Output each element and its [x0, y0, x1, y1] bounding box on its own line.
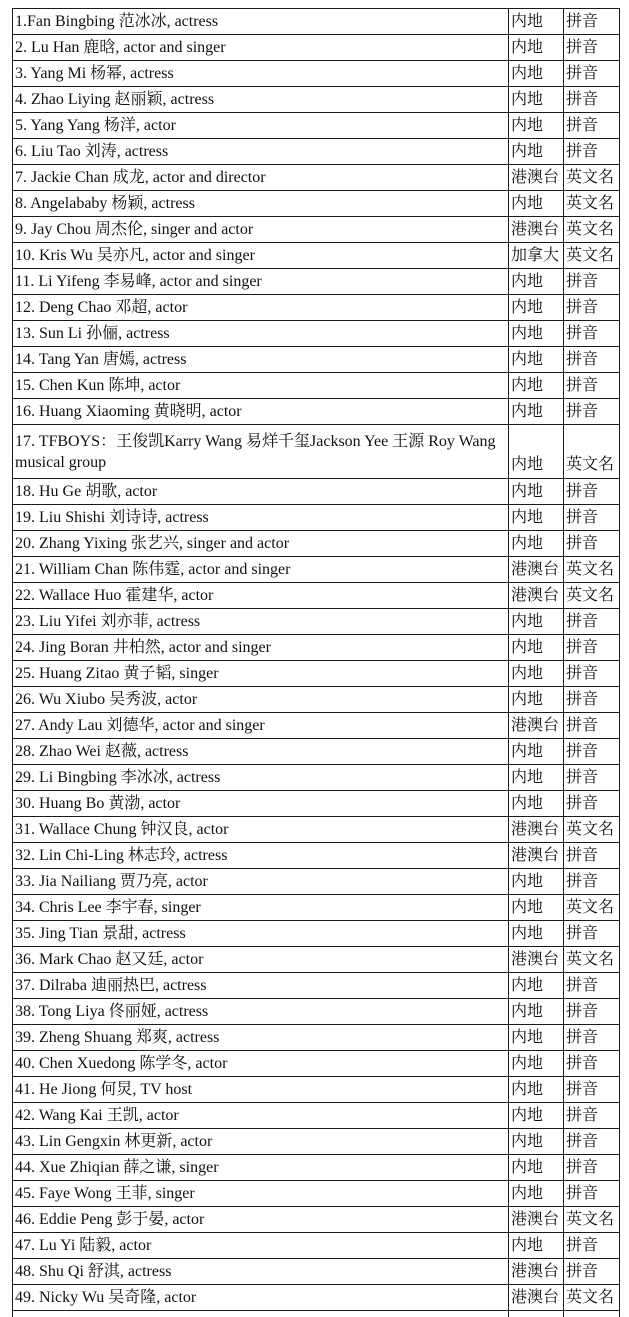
name-cell: 45. Faye Wong 王菲, singer	[13, 1181, 509, 1207]
table-row	[13, 425, 620, 479]
name-type-cell: 拼音	[564, 295, 620, 321]
name-cell: 14. Tang Yan 唐嫣, actress	[13, 347, 509, 373]
name-type-cell: 英文名	[564, 425, 620, 479]
table-row	[13, 139, 620, 165]
name-cell: 39. Zheng Shuang 郑爽, actress	[13, 1025, 509, 1051]
region-cell: 港澳台	[509, 1259, 564, 1285]
region-cell: 内地	[509, 505, 564, 531]
table-row	[13, 609, 620, 635]
region-cell: 港澳台	[509, 713, 564, 739]
name-type-cell: 拼音	[564, 1233, 620, 1259]
name-cell: 35. Jing Tian 景甜, actress	[13, 921, 509, 947]
name-cell: 27. Andy Lau 刘德华, actor and singer	[13, 713, 509, 739]
region-cell: 内地	[509, 35, 564, 61]
table-row	[13, 347, 620, 373]
name-cell: 43. Lin Gengxin 林更新, actor	[13, 1129, 509, 1155]
name-cell: 7. Jackie Chan 成龙, actor and director	[13, 165, 509, 191]
name-type-cell: 拼音	[564, 113, 620, 139]
name-cell: 33. Jia Nailiang 贾乃亮, actor	[13, 869, 509, 895]
name-cell: 19. Liu Shishi 刘诗诗, actress	[13, 505, 509, 531]
name-type-cell: 拼音	[564, 765, 620, 791]
table-row	[13, 191, 620, 217]
region-cell: 内地	[509, 191, 564, 217]
table-row	[13, 1233, 620, 1259]
name-cell: 26. Wu Xiubo 吴秀波, actor	[13, 687, 509, 713]
region-cell: 内地	[509, 921, 564, 947]
name-type-cell: 英文名	[564, 243, 620, 269]
name-type-cell: 英文名	[564, 1207, 620, 1233]
region-cell: 内地	[509, 1051, 564, 1077]
table-row	[13, 9, 620, 35]
table-row	[13, 479, 620, 505]
region-cell: 内地	[509, 1077, 564, 1103]
name-cell: 49. Nicky Wu 吴奇隆, actor	[13, 1285, 509, 1311]
name-type-cell: 拼音	[564, 269, 620, 295]
name-type-cell: 拼音	[564, 139, 620, 165]
name-cell: 18. Hu Ge 胡歌, actor	[13, 479, 509, 505]
region-cell: 内地	[509, 269, 564, 295]
name-cell: 20. Zhang Yixing 张艺兴, singer and actor	[13, 531, 509, 557]
name-type-cell: 拼音	[564, 1051, 620, 1077]
name-type-cell: 拼音	[564, 479, 620, 505]
name-type-cell: 拼音	[564, 1025, 620, 1051]
region-cell: 内地	[509, 999, 564, 1025]
name-cell: 23. Liu Yifei 刘亦菲, actress	[13, 609, 509, 635]
table-row	[13, 635, 620, 661]
table-row	[13, 661, 620, 687]
table-body	[13, 9, 620, 1317]
name-cell: 8. Angelababy 杨颖, actress	[13, 191, 509, 217]
table-row	[13, 1103, 620, 1129]
name-type-cell: 拼音	[564, 635, 620, 661]
name-type-cell: 拼音	[564, 609, 620, 635]
region-cell: 内地	[509, 321, 564, 347]
region-cell: 内地	[509, 609, 564, 635]
region-cell: 内地	[509, 1025, 564, 1051]
region-cell: 港澳台	[509, 817, 564, 843]
name-type-cell: 拼音	[564, 661, 620, 687]
table-row	[13, 999, 620, 1025]
table-row	[13, 1207, 620, 1233]
region-cell: 内地	[509, 791, 564, 817]
name-type-cell: 拼音	[564, 791, 620, 817]
table-row	[13, 531, 620, 557]
name-type-cell: 英文名	[564, 191, 620, 217]
region-cell: 内地	[509, 1155, 564, 1181]
table-row	[13, 87, 620, 113]
region-cell: 内地	[509, 973, 564, 999]
table-row	[13, 61, 620, 87]
name-cell: 9. Jay Chou 周杰伦, singer and actor	[13, 217, 509, 243]
table-row	[13, 739, 620, 765]
name-cell: 41. He Jiong 何炅, TV host	[13, 1077, 509, 1103]
name-type-cell: 英文名	[564, 583, 620, 609]
name-cell: 5. Yang Yang 杨洋, actor	[13, 113, 509, 139]
name-type-cell: 拼音	[564, 321, 620, 347]
name-cell: 16. Huang Xiaoming 黄晓明, actor	[13, 399, 509, 425]
table-row	[13, 895, 620, 921]
region-cell: 港澳台	[509, 1207, 564, 1233]
table-row	[13, 243, 620, 269]
region-cell: 内地	[509, 113, 564, 139]
name-type-cell: 拼音	[564, 531, 620, 557]
name-type-cell: 拼音	[564, 973, 620, 999]
region-cell: 内地	[509, 1233, 564, 1259]
name-cell: 34. Chris Lee 李宇春, singer	[13, 895, 509, 921]
name-type-cell: 拼音	[564, 347, 620, 373]
name-cell: 12. Deng Chao 邓超, actor	[13, 295, 509, 321]
table-row	[13, 165, 620, 191]
region-cell: 港澳台	[509, 557, 564, 583]
table-row	[13, 765, 620, 791]
name-cell: 22. Wallace Huo 霍建华, actor	[13, 583, 509, 609]
region-cell: 加拿大	[509, 243, 564, 269]
table-row	[13, 1181, 620, 1207]
name-type-cell: 拼音	[564, 1155, 620, 1181]
name-cell: 1.Fan Bingbing 范冰冰, actress	[13, 9, 509, 35]
name-cell: 44. Xue Zhiqian 薛之谦, singer	[13, 1155, 509, 1181]
name-type-cell: 拼音	[564, 739, 620, 765]
name-cell: 13. Sun Li 孙俪, actress	[13, 321, 509, 347]
name-type-cell: 拼音	[564, 1259, 620, 1285]
table-row	[13, 505, 620, 531]
region-cell: 内地	[509, 347, 564, 373]
name-type-cell: 拼音	[564, 1181, 620, 1207]
region-cell: 内地	[509, 895, 564, 921]
table-row	[13, 1025, 620, 1051]
table-row	[13, 947, 620, 973]
name-type-cell: 英文名	[564, 557, 620, 583]
name-cell: 11. Li Yifeng 李易峰, actor and singer	[13, 269, 509, 295]
empty-cell	[13, 1311, 509, 1317]
name-type-cell: 拼音	[564, 1077, 620, 1103]
table-row-cut-off	[13, 1311, 620, 1317]
name-cell: 31. Wallace Chung 钟汉良, actor	[13, 817, 509, 843]
name-cell: 15. Chen Kun 陈坤, actor	[13, 373, 509, 399]
empty-cell	[509, 1311, 564, 1317]
name-type-cell: 拼音	[564, 87, 620, 113]
table-row	[13, 399, 620, 425]
name-type-cell: 英文名	[564, 217, 620, 243]
region-cell: 内地	[509, 87, 564, 113]
region-cell: 内地	[509, 61, 564, 87]
name-type-cell: 拼音	[564, 869, 620, 895]
table-row	[13, 113, 620, 139]
name-cell: 38. Tong Liya 佟丽娅, actress	[13, 999, 509, 1025]
table-row	[13, 321, 620, 347]
table-row	[13, 921, 620, 947]
region-cell: 内地	[509, 531, 564, 557]
region-cell: 内地	[509, 9, 564, 35]
name-type-cell: 英文名	[564, 1285, 620, 1311]
region-cell: 内地	[509, 1129, 564, 1155]
table-row	[13, 557, 620, 583]
name-cell: 48. Shu Qi 舒淇, actress	[13, 1259, 509, 1285]
name-cell: 10. Kris Wu 吴亦凡, actor and singer	[13, 243, 509, 269]
table-row	[13, 217, 620, 243]
region-cell: 内地	[509, 399, 564, 425]
empty-cell	[564, 1311, 620, 1317]
region-cell: 内地	[509, 139, 564, 165]
name-cell: 28. Zhao Wei 赵薇, actress	[13, 739, 509, 765]
name-type-cell: 英文名	[564, 817, 620, 843]
name-type-cell: 拼音	[564, 505, 620, 531]
name-cell: 17. TFBOYS：王俊凯Karry Wang 易烊千玺Jackson Yee 王源 Roy Wang musical group	[13, 425, 509, 479]
region-cell: 内地	[509, 687, 564, 713]
table-row	[13, 817, 620, 843]
name-type-cell: 拼音	[564, 9, 620, 35]
table-row	[13, 1051, 620, 1077]
table-row	[13, 583, 620, 609]
name-type-cell: 拼音	[564, 373, 620, 399]
name-cell: 30. Huang Bo 黄渤, actor	[13, 791, 509, 817]
table-row	[13, 295, 620, 321]
name-cell: 21. William Chan 陈伟霆, actor and singer	[13, 557, 509, 583]
name-type-cell: 拼音	[564, 35, 620, 61]
region-cell: 港澳台	[509, 947, 564, 973]
table-row	[13, 1077, 620, 1103]
region-cell: 港澳台	[509, 843, 564, 869]
region-cell: 内地	[509, 739, 564, 765]
name-type-cell: 拼音	[564, 713, 620, 739]
table-row	[13, 973, 620, 999]
region-cell: 内地	[509, 373, 564, 399]
table-row	[13, 687, 620, 713]
region-cell: 内地	[509, 635, 564, 661]
region-cell: 内地	[509, 661, 564, 687]
region-cell: 内地	[509, 765, 564, 791]
table-row	[13, 1259, 620, 1285]
name-type-cell: 拼音	[564, 999, 620, 1025]
name-type-cell: 英文名	[564, 165, 620, 191]
table-row	[13, 269, 620, 295]
name-type-cell: 拼音	[564, 399, 620, 425]
name-cell: 40. Chen Xuedong 陈学冬, actor	[13, 1051, 509, 1077]
region-cell: 港澳台	[509, 165, 564, 191]
table-row	[13, 869, 620, 895]
name-cell: 25. Huang Zitao 黄子韬, singer	[13, 661, 509, 687]
name-type-cell: 拼音	[564, 61, 620, 87]
name-type-cell: 拼音	[564, 843, 620, 869]
name-type-cell: 拼音	[564, 687, 620, 713]
table-row	[13, 1285, 620, 1311]
table-row	[13, 713, 620, 739]
name-cell: 47. Lu Yi 陆毅, actor	[13, 1233, 509, 1259]
name-cell: 29. Li Bingbing 李冰冰, actress	[13, 765, 509, 791]
name-cell: 42. Wang Kai 王凯, actor	[13, 1103, 509, 1129]
name-type-cell: 英文名	[564, 895, 620, 921]
name-cell: 32. Lin Chi-Ling 林志玲, actress	[13, 843, 509, 869]
region-cell: 内地	[509, 479, 564, 505]
name-cell: 4. Zhao Liying 赵丽颖, actress	[13, 87, 509, 113]
table-row	[13, 373, 620, 399]
table-row	[13, 1129, 620, 1155]
table-row	[13, 35, 620, 61]
name-cell: 2. Lu Han 鹿晗, actor and singer	[13, 35, 509, 61]
name-type-cell: 拼音	[564, 921, 620, 947]
celebrity-name-table	[12, 8, 620, 1317]
name-type-cell: 英文名	[564, 947, 620, 973]
region-cell: 内地	[509, 1103, 564, 1129]
region-cell: 港澳台	[509, 217, 564, 243]
name-cell: 36. Mark Chao 赵又廷, actor	[13, 947, 509, 973]
region-cell: 内地	[509, 295, 564, 321]
name-type-cell: 拼音	[564, 1103, 620, 1129]
name-cell: 3. Yang Mi 杨幂, actress	[13, 61, 509, 87]
name-cell: 24. Jing Boran 井柏然, actor and singer	[13, 635, 509, 661]
name-cell: 46. Eddie Peng 彭于晏, actor	[13, 1207, 509, 1233]
name-type-cell: 拼音	[564, 1129, 620, 1155]
table-row	[13, 791, 620, 817]
region-cell: 内地	[509, 1181, 564, 1207]
table-row	[13, 1155, 620, 1181]
region-cell: 内地	[509, 425, 564, 479]
name-cell: 6. Liu Tao 刘涛, actress	[13, 139, 509, 165]
region-cell: 港澳台	[509, 583, 564, 609]
name-cell: 37. Dilraba 迪丽热巴, actress	[13, 973, 509, 999]
region-cell: 港澳台	[509, 1285, 564, 1311]
region-cell: 内地	[509, 869, 564, 895]
table-row	[13, 843, 620, 869]
